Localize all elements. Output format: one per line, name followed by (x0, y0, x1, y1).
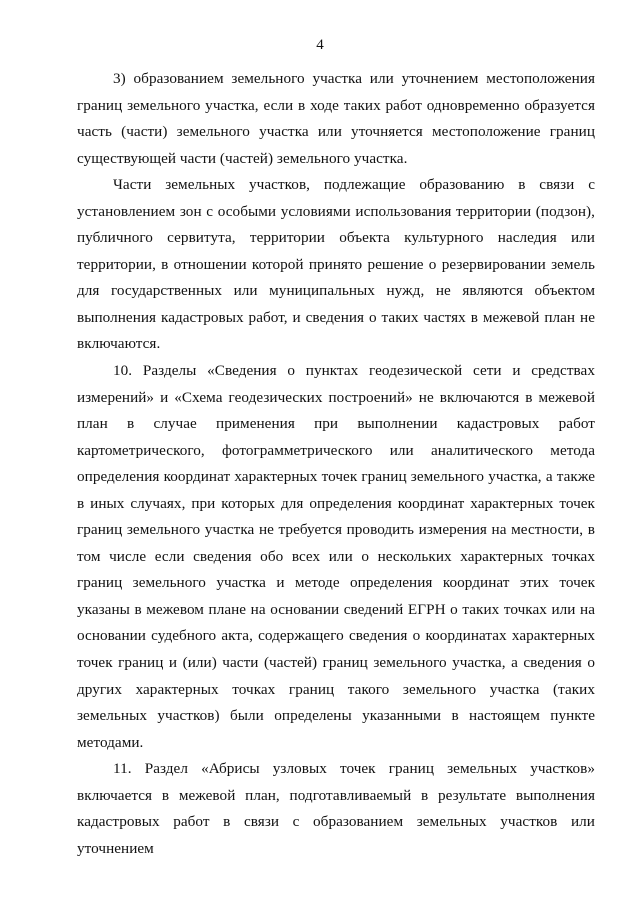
document-body (77, 66, 595, 862)
paragraph-10: 10. Разделы «Сведения о пунктах геодезической сети и средствах измерений» и «Схема геодезических построений» не включаются в межевой план в случае применения при выполнении кадастровых работ картометрического, фотограмметрического или аналитического метода определения координат характерных точек границ земельного участка, а также в иных случаях, при которых для определения координат характерных точек границ земельного участка не требуется проводить измерения на местности, в том числе если сведения обо всех или о нескольких характерных точках границ земельного участка и методе определения координат этих точек указаны в межевом плане на основании сведений ЕГРН о таких точках или на основании судебного акта, содержащего сведения о координатах характерных точек границ и (или) части (частей) границ земельного участка, а сведения о других характерных точках границ такого земельного участка (таких земельных участков) были определены указанными в настоящем пункте методами. (77, 362, 595, 751)
paragraph-land-parts: Части земельных участков, подлежащие образованию в связи с установлением зон с особыми условиями использования территории (подзон), публичного сервитута, территории объекта культурного наследия или территории, в отношении которой принято решение о резервировании земель для государственных или муниципальных нужд, не являются объектом выполнения кадастровых работ, и сведения о таких частях в межевой план не включаются. (77, 176, 595, 353)
paragraph-11: 11. Раздел «Абрисы узловых точек границ земельных участков» включается в межевой план, подготавливаемый в результате выполнения кадастровых работ в связи с образованием земельных участков или уточнением (77, 760, 595, 857)
paragraph-item-3: 3) образованием земельного участка или уточнением местоположения границ земельного участка, если в ходе таких работ одновременно образуется часть (части) земельного участка или уточняется местоположение границ существующей части (частей) земельного участка. (77, 70, 595, 167)
page-number: 4 (316, 37, 324, 53)
